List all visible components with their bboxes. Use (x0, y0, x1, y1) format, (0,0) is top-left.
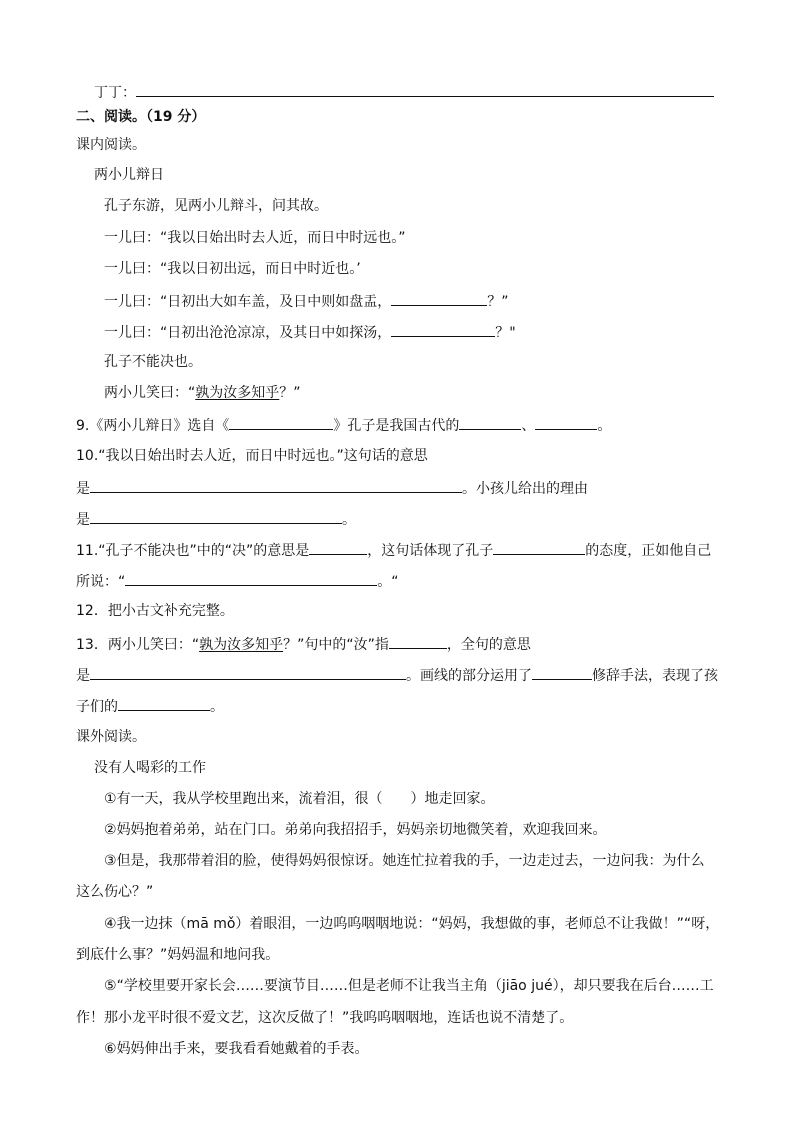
question-10-line: 是 。小孩儿给出的理由 (76, 478, 588, 498)
paragraph-3-cont: 这么伤心？” (76, 884, 154, 900)
section-heading: 二、阅读。（19 分） (76, 109, 206, 125)
passage-line: 一儿曰：“我以日初出远，而日中时近也。’ (104, 261, 361, 277)
answer-blank[interactable] (229, 415, 333, 430)
answer-blank[interactable] (459, 415, 521, 430)
question-11-line: 所说：“ 。“ (76, 571, 399, 591)
paragraph-number: ⑥ (104, 1041, 117, 1057)
question-13: 13．两小儿笑曰：“孰为汝多知乎？”句中的“汝”指 ，全句的意思 (76, 634, 531, 654)
answer-blank[interactable] (532, 665, 592, 680)
question-13-line: 是 。画线的部分运用了 修辞手法，表现了孩 (76, 665, 718, 685)
paragraph-number: ② (104, 822, 117, 838)
paragraph-6: ⑥妈妈伸出手来，要我看看她戴着的手表。 (104, 1041, 369, 1057)
passage-line: 一儿曰：“日初出沧沧凉凉，及其日中如探汤， ？" (104, 322, 516, 342)
answer-blank[interactable] (118, 696, 210, 711)
answer-line-dingding (94, 82, 714, 102)
question-11: 11.“孔子不能决也”中的“决”的意思是 ，这句话体现了孔子 的态度，正如他自己 (76, 540, 711, 560)
answer-blank[interactable] (90, 509, 342, 524)
speaker-label: 丁丁： (94, 85, 136, 101)
question-10-line: 是 。 (76, 509, 356, 529)
paragraph-2: ②妈妈抱着弟弟，站在门口。弟弟向我招招手，妈妈亲切地微笑着，欢迎我回来。 (104, 822, 607, 838)
answer-blank[interactable] (90, 478, 462, 493)
answer-blank[interactable] (309, 540, 367, 555)
passage-title: 两小儿辩日 (94, 167, 164, 183)
passage-title: 没有人喝彩的工作 (94, 760, 206, 776)
question-12: 12．把小古文补充完整。 (76, 603, 234, 619)
paragraph-4-cont: 到底什么事？”妈妈温和地问我。 (76, 947, 280, 963)
underlined-phrase: 孰为汝多知乎 (195, 385, 280, 401)
answer-blank[interactable] (136, 82, 714, 97)
paragraph-3: ③但是，我那带着泪的脸，使得妈妈很惊讶。她连忙拉着我的手，一边走过去，一边问我：为什么 (104, 853, 705, 869)
paragraph-5: ⑤“学校里要开家长会……要演节目……但是老师不让我当主角（jiāo jué），却只要我在后台……工 (104, 978, 714, 994)
question-13-line: 子们的 。 (76, 696, 224, 716)
question-10: 10.“我以日始出时去人近，而日中时远也。”这句话的意思 (76, 448, 428, 464)
subsection-label-in-class: 课内阅读。 (76, 137, 146, 153)
answer-blank[interactable] (493, 540, 585, 555)
passage-line: 一儿曰：“日初出大如车盖，及日中则如盘盂， ？” (104, 291, 509, 311)
paragraph-number: ⑤ (104, 978, 117, 994)
paragraph-number: ① (104, 791, 117, 807)
answer-blank[interactable] (90, 665, 406, 680)
passage-line: 两小儿笑曰：“孰为汝多知乎？” (104, 385, 301, 401)
fill-blank[interactable] (391, 291, 487, 306)
passage-line: 孔子东游，见两小儿辩斗，问其故。 (104, 198, 328, 214)
paragraph-number: ③ (104, 853, 117, 869)
fill-blank[interactable] (391, 322, 495, 337)
passage-line: 一儿曰：“我以日始出时去人近，而日中时远也。” (104, 230, 406, 246)
paragraph-4: ④我一边抹（mā mǒ）着眼泪，一边呜呜咽咽地说：“妈妈，我想做的事，老师总不让我做！”“呀， (104, 916, 720, 932)
subsection-label-extracurricular: 课外阅读。 (76, 729, 146, 745)
question-9: 9.《两小儿辩日》选自《 》孔子是我国古代的 、 。 (76, 415, 611, 435)
answer-blank[interactable] (125, 571, 377, 586)
answer-blank[interactable] (535, 415, 597, 430)
paragraph-5-cont: 作！那小龙平时很不爱文艺，这次反做了！”我呜呜咽咽地，连话也说不清楚了。 (76, 1010, 574, 1026)
passage-line: 孔子不能决也。 (104, 354, 202, 370)
paragraph-number: ④ (104, 916, 117, 932)
underlined-phrase: 孰为汝多知乎 (199, 637, 284, 653)
answer-blank[interactable] (389, 634, 447, 649)
paragraph-1: ①有一天，我从学校里跑出来，流着泪，很（ ）地走回家。 (104, 791, 495, 807)
